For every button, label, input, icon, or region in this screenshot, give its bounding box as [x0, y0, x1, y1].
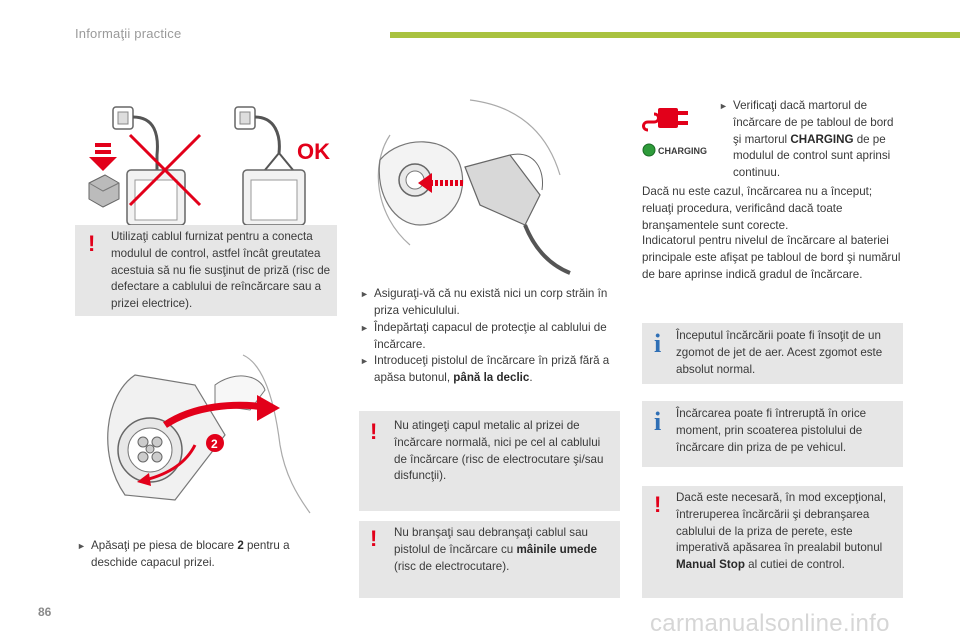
- info-text-interrupt: Încărcarea poate fi întreruptă în orice moment, prin scoaterea pistolului de încărcare din priza de pe vehicul.: [676, 407, 867, 454]
- bullet-no-foreign-body: ► Asiguraţi-vă că nu există nici un corp străin în priza vehiculului.: [360, 287, 608, 317]
- warning-icon: !: [370, 526, 378, 551]
- warning-text-metal: Nu atingeţi capul metalic al prizei de încărcare normală, nici pe cel al cablului de încărcare (risc de electrocutare şi/sau disfuncţii).: [394, 419, 604, 483]
- down-arrow-icon: [89, 143, 117, 171]
- warning-box-cable: [75, 225, 337, 316]
- callout-number-2: 2: [211, 437, 218, 451]
- bullet-press-lock: ► Apăsaţi pe piesa de blocare 2 pentru a deschide capacul prizei.: [77, 539, 290, 569]
- warning-box-wet-hands: [359, 521, 620, 598]
- bullet-insert-gun: ► Introduceţi pistolul de încărcare în priză fără a apăsa butonul, până la declic.: [360, 354, 610, 384]
- info-text-noise: Începutul încărcării poate fi însoţit de un zgomot de jet de aer. Acest zgomot este absolut normal.: [676, 329, 883, 376]
- charging-indicator-label: CHARGING: [658, 146, 707, 156]
- watermark: carmanualsonline.info: [650, 610, 890, 637]
- ok-label: OK: [297, 139, 330, 164]
- header-accent-bar: [390, 32, 960, 38]
- warning-text-manual-stop: Dacă este necesară, în mod excepţional, întreruperea încărcării şi debranşarea cablului de la priza de perete, este imperativă apăsarea în prealabil butonul Manual Stop al cutiei de control.: [676, 491, 887, 572]
- charging-module-indicator: [642, 142, 712, 158]
- page-number: 86: [38, 605, 52, 619]
- warning-box-metal: [359, 411, 620, 511]
- para-indicator-level: Indicatorul pentru nivelul de încărcare al bateriei principale este afişat pe tabloul de bord şi numărul de bare aprinse indică gradul de încărcare.: [642, 234, 901, 281]
- bullet-check-indicators: ► Verificaţi dacă martorul de încărcare de pe tabloul de bord şi martorul CHARGING de pe modulul de control sunt aprinsi continuu.: [719, 99, 894, 180]
- figure-insert-charging-gun: [360, 95, 622, 275]
- info-icon: i: [654, 329, 662, 358]
- warning-icon: !: [88, 231, 96, 256]
- warning-box-manual-stop: [642, 486, 903, 598]
- info-box-interrupt: [642, 401, 903, 467]
- para-if-not-started: Dacă nu este cazul, încărcarea nu a început; reluaţi procedura, verificând dacă toate branşamentele sunt corecte.: [642, 185, 873, 232]
- charging-plug-indicator: [640, 100, 700, 140]
- warning-icon: !: [370, 419, 378, 444]
- bullet-arrow-icon: ►: [77, 541, 86, 551]
- bullet-remove-cap: ► Îndepărtaţi capacul de protecţie al cablului de încărcare.: [360, 321, 607, 351]
- warning-text-cable: Utilizaţi cablul furnizat pentru a conecta modulul de control, astfel încât greutatea acestuia să nu fie susţinut de priză (risc de defectare a cablului de reîncărcare sau a prizei electrice).: [111, 230, 331, 311]
- warning-icon: !: [654, 492, 662, 517]
- page-header-title: Informaţii practice: [75, 26, 182, 41]
- warning-text-wet: Nu branşaţi sau debranşaţi cablul sau pistolul de încărcare cu mâinile umede (risc de electrocutare).: [394, 526, 597, 573]
- plug-icon: [644, 114, 659, 130]
- green-light-icon: [643, 144, 655, 156]
- figure-open-socket-cover: [75, 345, 337, 520]
- info-icon: i: [654, 407, 662, 436]
- figure-cable-support: [75, 95, 337, 225]
- info-box-noise: [642, 323, 903, 384]
